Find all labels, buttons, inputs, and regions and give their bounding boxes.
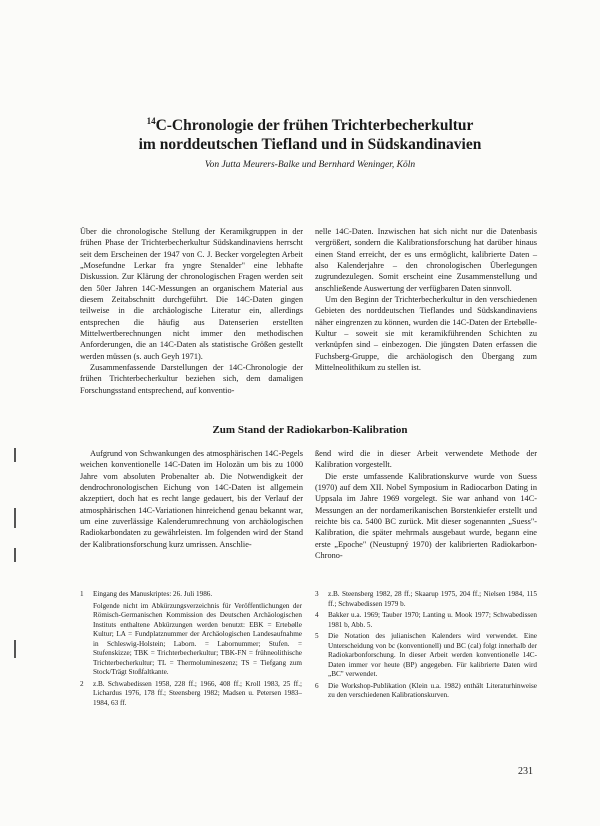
intro-paragraph: Über die chronologische Stellung der Keramikgruppen in der frühen Phase der Trichterbecherkultur Südskandinaviens herrscht seit dem Erscheinen der 1947 von C. J. Becker vorgelegten Arbeit „Mosefundne Lerkar fra yngre Stenalder" eine lebhafte Diskussion. Zur Klärung der chronologischen Fragen werden seit den 50er Jahren 14C-Messungen an organischem Material aus diesem Zeitabschnitt durchgeführt. Die 14C-Daten gingen teilweise in die archäologische Literatur ein, allerdings entsprechen die häufig aus Datenserien erstellten Mittelwertberechnungen nicht immer den methodischen Anforderungen, die an 14C-Daten als statistische Größen gestellt werden müssen (s. auch Geyh 1971). <box>80 227 303 361</box>
footnote: Folgende nicht im Abkürzungsverzeichnis für Veröffentlichungen der Römisch-Germanischen Kommission des Deutschen Archäologischen Instituts enthaltene Abkürzungen werden benutzt: EBK = Ertebølle Kultur; LA = Fundplatznummer der Archäologischen Landesaufnahme in Schleswig-Holstein; Laborn. = Labornummer; Stufen. = Stufenskizze; TBK = Trichterbecherkultur; TBK-FN = frühneolithische Trichterbecherkultur; TL = Thermolumineszenz; TS = Tiefgang zum Stock/Trägt Stoßfaltkante. <box>93 601 302 676</box>
footnote: 5 Die Notation des julianischen Kalenders wird verwendet. Eine Unterscheidung von bc (konventionell) und BC (cal) folgt innerhalb der Radiokarbonforschung. In dieser Arbeit werden konventionelle 14C-Daten immer vor heute (BP) angegeben. Für kalibrierte Daten wird „BC" verwendet. <box>315 632 537 678</box>
section-left-column <box>80 448 303 550</box>
section-paragraph: Die erste umfassende Kalibrationskurve wurde von Suess (1970) auf dem XII. Nobel Symposium in Radiocarbon Dating in Uppsala im Jahre 1969 vorgelegt. Sie war anhand von 14C-Messungen an der nordamerikanischen Borstenkiefer erstellt und reichte bis ca. 5400 BC zurück. Mit dieser sogenannten „Suess"-Kalibration, die später mehrmals ausgebaut wurde, begann eine erste „Epoche" (Neustupný 1970) der kalibrierten Radiokarbon-Chrono- <box>315 471 537 561</box>
title-line-2: im norddeutschen Tiefland und in Südskandinavien <box>138 136 482 154</box>
title-line-1: $^{14}$C-Chronologie der frühen Trichterbecherkultur <box>146 116 474 135</box>
section-paragraph: ßend wird die in dieser Arbeit verwendete Methode der Kalibration vorgestellt. <box>315 449 537 470</box>
footnote: 6 Die Workshop-Publikation (Klein u.a. 1982) enthält Literaturhinweise zu den verschiedenen Kalibrationskurven. <box>315 681 537 699</box>
intro-paragraph: Zusammenfassende Darstellungen der 14C-Chronologie der frühen Trichterbecherkultur beziehen sich, dem damaligen Forschungsstand entsprechend, auf konventio- <box>80 363 303 395</box>
section-heading: Zum Stand der Radiokarbon-Kalibration <box>212 424 408 436</box>
footnotes-left <box>80 590 302 710</box>
intro-left-column <box>80 226 303 396</box>
margin-mark <box>14 508 16 528</box>
margin-mark <box>14 640 16 658</box>
footnote: 2 z.B. Schwabedissen 1958, 228 ff.; 1966, 408 ff.; Kroll 1983, 25 ff.; Lichardus 1976, 178 ff.; Steensberg 1982; Madsen u. Petersen 1983–1984, 63 ff. <box>80 679 302 707</box>
footnote: 1 Eingang des Manuskriptes: 26. Juli 1986. <box>80 590 213 598</box>
margin-mark <box>14 548 16 562</box>
footnotes-right <box>315 590 537 703</box>
footnote: 3 z.B. Steensberg 1982, 28 ff.; Skaarup 1975, 204 ff.; Nielsen 1984, 115 ff.; Schwabedissen 1979 b. <box>315 590 537 608</box>
section-right-column <box>315 448 537 561</box>
intro-right-column <box>315 226 537 373</box>
margin-mark <box>14 448 16 462</box>
intro-paragraph: nelle 14C-Daten. Inzwischen hat sich nicht nur die Datenbasis vergrößert, sondern die Kalibrationsforschung hat darüber hinaus einen Stand erreicht, der es uns ermöglicht, kalibrierte Daten – also Kalenderjahre – den chronologischen Überlegungen zugrundezulegen. Somit erscheint eine Zusammenstellung und anschließende Auswertung der verfügbaren Daten sinnvoll. <box>315 227 537 293</box>
paper-title <box>80 112 540 154</box>
author-line: Von Jutta Meurers-Balke und Bernhard Weninger, Köln <box>204 160 416 170</box>
section-paragraph: Aufgrund von Schwankungen des atmosphärischen 14C-Pegels weichen konventionelle 14C-Daten im Holozän um bis zu 1000 Jahre vom absoluten Probenalter ab. Die Notwendigkeit der dendrochronologischen Eichung von 14C-Daten ist allgemein akzeptiert, doch hat es recht lange gedauert, bis der Verlauf der atmosphärischen 14C-Variationen hinreichend genau bekannt war, um eine zuverlässige Kalenderumrechnung von archäologischen Radiokarbondaten zu gewährleisten. Im folgenden wird der Stand der Kalibrationsforschung kurz umrissen. Anschlie- <box>80 449 303 549</box>
intro-paragraph: Um den Beginn der Trichterbecherkultur in den verschiedenen Gebieten des norddeutschen Tieflandes und Südskandinaviens näher eingrenzen zu können, wurden die 14C-Daten der Ertebølle-Kultur – soweit sie mit keramikführenden Schichten zu verknüpfen sind – einbezogen. Die jüngsten Daten erfassen die Fuchsberg-Gruppe, die archäologisch den Übergang zum Mittelneolithikum zu stellen ist. <box>315 295 537 373</box>
footnote: 4 Bakker u.a. 1969; Tauber 1970; Lanting u. Mook 1977; Schwabedissen 1981 b, Abb. 5. <box>315 611 537 629</box>
page-number: 231 <box>518 766 533 777</box>
